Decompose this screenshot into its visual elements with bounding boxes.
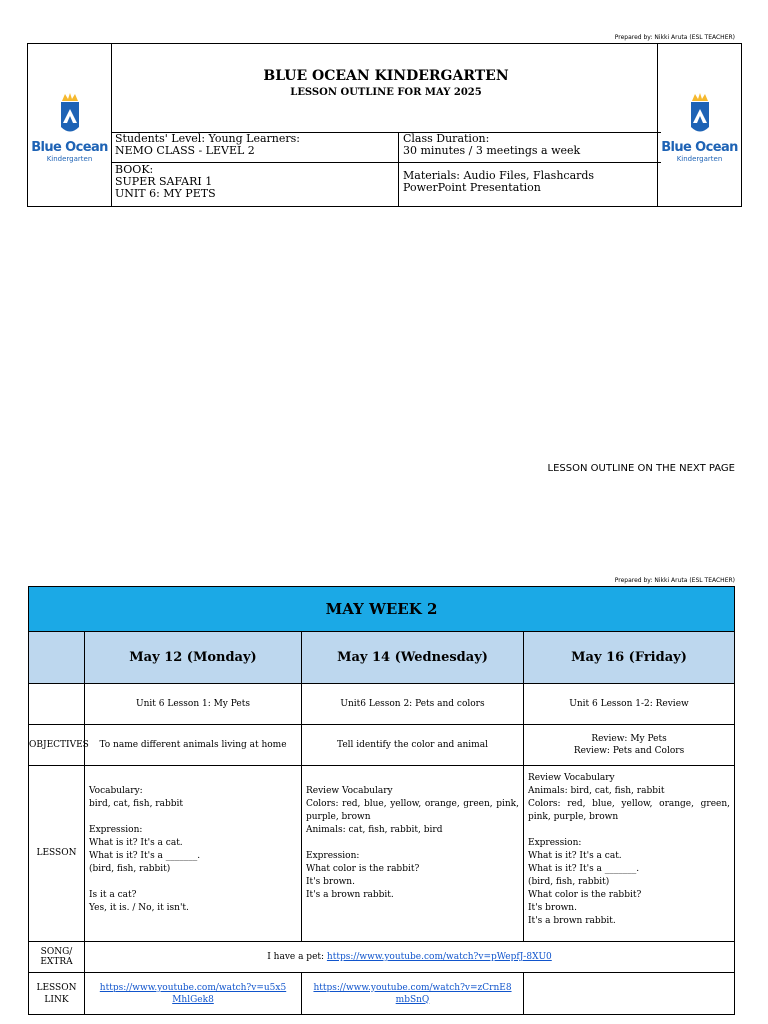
lesson-link-monday-anchor[interactable]: https://www.youtube.com/watch?v=u5x5 MhlGek8 xyxy=(99,982,287,1005)
logo-right xyxy=(657,44,741,206)
lesson-link-monday xyxy=(85,973,302,1015)
lesson-title-row xyxy=(29,684,735,725)
level-label: Students' Level: Young Learners: xyxy=(115,132,300,145)
lesson-content-friday: Review Vocabulary Animals: bird, cat, fish, rabbit Colors: red, blue, yellow, orange, green, pink, purple, brown Expression: What is it? It's a cat. What is it? It's a _______. (bird, fish, rabbit) What color is the rabbit? It's brown. It's a brown rabbit. xyxy=(524,766,735,942)
title-area xyxy=(111,44,661,133)
level-value: NEMO CLASS - LEVEL 2 xyxy=(115,144,255,157)
info-row-book xyxy=(111,163,661,207)
duration-label: Class Duration: xyxy=(403,132,490,145)
song-row xyxy=(29,942,735,973)
materials-line-1: Materials: Audio Files, Flashcards xyxy=(403,169,595,182)
objective-monday: To name different animals living at home xyxy=(85,725,302,766)
crown-mountain-logo-icon xyxy=(689,92,711,138)
prepared-by: Prepared by: Nikki Aruta (ESL TEACHER) xyxy=(614,577,735,584)
logo-subtitle: Kindergarten xyxy=(676,155,723,163)
lesson-content-monday: Vocabulary: bird, cat, fish, rabbit Expression: What is it? It's a cat. What is it? It's a _______. (bird, fish, rabbit) Is it a cat? Yes, it is. / No, it isn't. xyxy=(85,766,302,942)
logo-left xyxy=(28,44,112,206)
song-link[interactable]: https://www.youtube.com/watch?v=pWepfJ-8XU0 xyxy=(326,952,552,962)
objective-wednesday: Tell identify the color and animal xyxy=(302,725,524,766)
week-title: MAY WEEK 2 xyxy=(29,587,735,632)
lesson-title-friday: Unit 6 Lesson 1-2: Review xyxy=(524,684,735,725)
materials-line-2: PowerPoint Presentation xyxy=(403,181,541,194)
outline-title: LESSON OUTLINE FOR MAY 2025 xyxy=(290,87,482,98)
info-row-level xyxy=(111,132,661,163)
day-friday: May 16 (Friday) xyxy=(524,632,735,684)
lesson-link-label: LESSON LINK xyxy=(29,973,85,1015)
week-table xyxy=(28,586,735,1015)
lesson-link-wednesday-anchor[interactable]: https://www.youtube.com/watch?v=zCrnE8 mbSnQ xyxy=(313,982,512,1005)
lesson-content-row xyxy=(29,766,735,942)
lesson-title-monday: Unit 6 Lesson 1: My Pets xyxy=(85,684,302,725)
book-value: SUPER SAFARI 1 xyxy=(115,175,213,188)
song-label: SONG/ EXTRA xyxy=(29,942,85,973)
objective-friday: Review: My Pets Review: Pets and Colors xyxy=(524,725,735,766)
school-name: BLUE OCEAN KINDERGARTEN xyxy=(263,68,509,84)
lesson-link-friday xyxy=(524,973,735,1015)
lesson-label: LESSON xyxy=(29,766,85,942)
book-label: BOOK: xyxy=(115,163,154,176)
unit-value: UNIT 6: MY PETS xyxy=(115,187,216,200)
song-cell xyxy=(85,942,735,973)
objectives-label: OBJECTIVES xyxy=(29,725,85,766)
objectives-row xyxy=(29,725,735,766)
logo-name: Blue Ocean xyxy=(661,140,738,155)
day-header-row xyxy=(29,632,735,684)
day-monday: May 12 (Monday) xyxy=(85,632,302,684)
lesson-link-row xyxy=(29,973,735,1015)
lesson-content-wednesday: Review Vocabulary Colors: red, blue, yellow, orange, green, pink, purple, brown Animals: cat, fish, rabbit, bird Expression: What color is the rabbit? It's brown. It's a brown rabbit. xyxy=(302,766,524,942)
logo-subtitle: Kindergarten xyxy=(46,155,93,163)
lesson-title-wednesday: Unit6 Lesson 2: Pets and colors xyxy=(302,684,524,725)
duration-value: 30 minutes / 3 meetings a week xyxy=(403,144,581,157)
header-box xyxy=(27,43,742,207)
day-wednesday: May 14 (Wednesday) xyxy=(302,632,524,684)
next-page-note: LESSON OUTLINE ON THE NEXT PAGE xyxy=(547,463,735,474)
logo-name: Blue Ocean xyxy=(31,140,108,155)
song-text: I have a pet: xyxy=(267,952,325,962)
crown-mountain-logo-icon xyxy=(59,92,81,138)
lesson-link-wednesday xyxy=(302,973,524,1015)
prepared-by: Prepared by: Nikki Aruta (ESL TEACHER) xyxy=(614,34,735,41)
